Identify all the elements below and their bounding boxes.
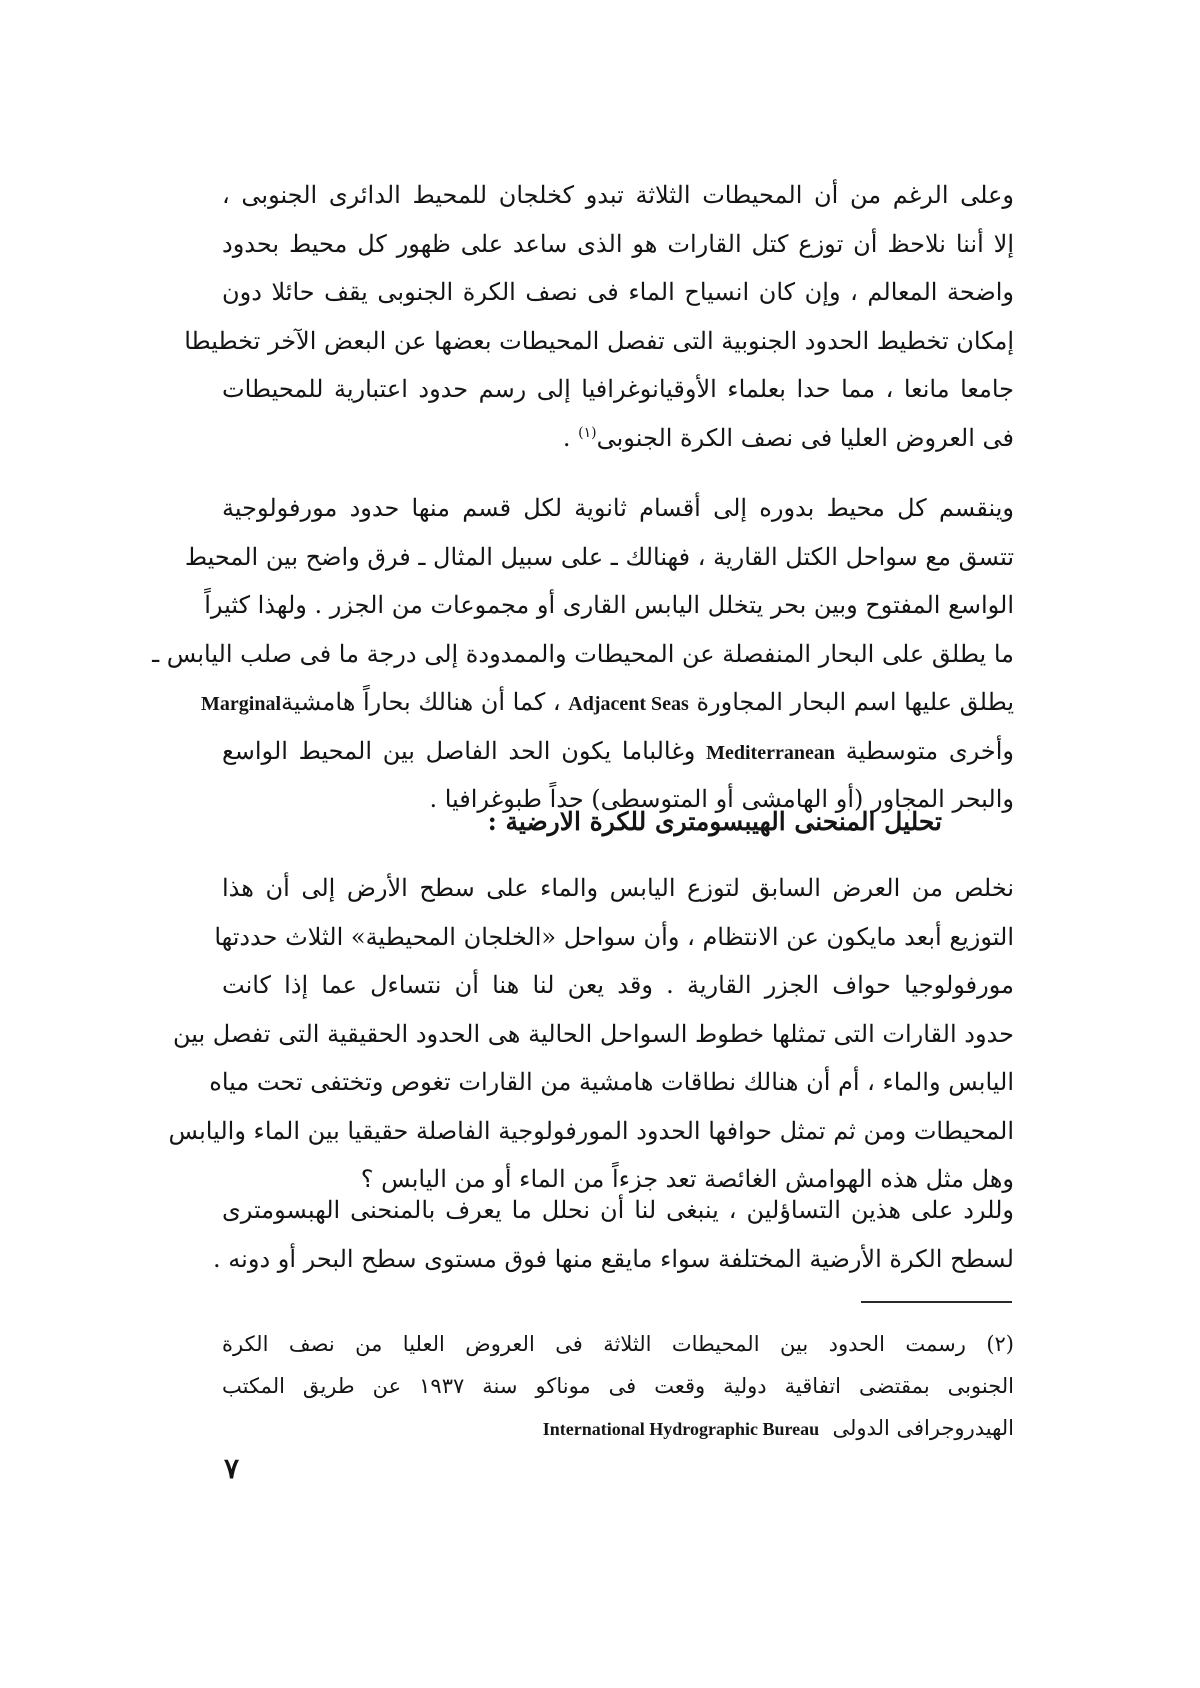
text-line: والبحر المجاور (أو الهامشى أو المتوسطى) حداً طبوغرافيا . (429, 785, 1014, 813)
text-line: التوزيع أبعد مايكون عن الانتظام ، وأن سواحل «الخلجان المحيطية» الثلاث حددتها (214, 922, 1014, 951)
text-line: الواسع المفتوح وبين بحر يتخلل اليابس القارى أو مجموعات من الجزر . ولهذا كثيراً (204, 591, 1014, 619)
text-segment: الهيدروجرافى الدولى (832, 1416, 1014, 1440)
text-line: وللرد على هذين التساؤلين ، ينبغى لنا أن نحلل ما يعرف بالمنحنى الهبسومترى (222, 1196, 1014, 1224)
footnote-reference: (١) (578, 424, 597, 441)
text-line: وينقسم كل محيط بدوره إلى أقسام ثانوية لكل قسم منها حدود مورفولوجية (222, 494, 1014, 522)
text-line: واضحة المعالم ، وإن كان انسياح الماء فى نصف الكرة الجنوبى يقف حائلا دون (222, 278, 1014, 306)
text-segment: يطلق عليها اسم البحار المجاورة (696, 688, 1014, 716)
latin-term: International Hydrographic Bureau (542, 1419, 820, 1439)
text-line-body: فى العروض العليا فى نصف الكرة الجنوبى (596, 423, 1014, 452)
footnote-line: الجنوبى بمقتضى اتفاقية دولية وقعت فى موناكو سنة ١٩٣٧ عن طريق المكتب (222, 1374, 1014, 1398)
text-line-mixed (222, 727, 1014, 776)
latin-term: Marginal (201, 693, 282, 715)
text-line: إمكان تخطيط الحدود الجنوبية التى تفصل المحيطات بعضها عن البعض الآخر تخطيطا (184, 326, 1014, 355)
text-line-with-footnote (222, 414, 1014, 463)
end-punctuation: . (562, 423, 579, 452)
text-line: مورفولوجيا حواف الجزر القارية . وقد يعن لنا هنا أن نتساءل عما إذا كانت (222, 971, 1014, 999)
text-line: المحيطات ومن ثم تمثل حوافها الحدود المورفولوجية الفاصلة حقيقيا بين الماء واليابس (168, 1116, 1014, 1145)
paragraph-2 (152, 484, 1014, 824)
text-line: نخلص من العرض السابق لتوزع اليابس والماء على سطح الأرض إلى أن هذا (222, 874, 1014, 902)
text-line: اليابس والماء ، أم أن هنالك نطاقات هامشية من القارات تغوص وتختفى تحت مياه (209, 1068, 1014, 1096)
text-line: ما يطلق على البحار المنفصلة عن المحيطات والممدودة إلى درجة ما فى صلب اليابس ـ (152, 639, 1014, 668)
paragraph-1 (184, 171, 1014, 462)
text-segment: وغالباما يكون الحد الفاصل بين المحيط الواسع (222, 736, 696, 765)
text-line: تتسق مع سواحل الكتل القارية ، فهنالك ـ على سبيل المثال ـ فرق واضح بين المحيط (184, 542, 1014, 571)
text-line: لسطح الكرة الأرضية المختلفة سواء مايقع منها فوق مستوى سطح البحر أو دونه . (213, 1244, 1014, 1273)
text-segment: ، كما أن هنالك بحاراً هامشية (281, 688, 561, 716)
text-line: وهل مثل هذه الهوامش الغائصة تعد جزءاً من الماء أو من اليابس ؟ (360, 1165, 1014, 1193)
footnote-divider (861, 1301, 1012, 1303)
text-line: حدود القارات التى تمثلها خطوط السواحل الحالية هى الحدود الحقيقية التى تفصل بين (172, 1019, 1014, 1048)
latin-term: Mediterranean (706, 741, 835, 764)
paragraph-3 (168, 864, 1014, 1204)
text-line: جامعا مانعا ، مما حدا بعلماء الأوقيانوغرافيا إلى رسم حدود اعتبارية للمحيطات (222, 375, 1014, 403)
latin-term: Adjacent Seas (568, 693, 689, 715)
paragraph-4 (213, 1186, 1014, 1283)
text-segment: وأخرى متوسطية (845, 736, 1014, 765)
footnote (222, 1323, 1014, 1449)
text-line: إلا أننا نلاحظ أن توزع كتل القارات هو الذى ساعد على ظهور كل محيط بحدود (222, 229, 1014, 258)
text-line: وعلى الرغم من أن المحيطات الثلاثة تبدو كخلجان للمحيط الدائرى الجنوبى ، (222, 181, 1014, 209)
footnote-line: (٢) رسمت الحدود بين المحيطات الثلاثة فى العروض العليا من نصف الكرة (222, 1332, 1014, 1356)
section-heading: تحليل المنحنى الهيبسومترى للكرة الارضية : (487, 807, 942, 836)
page-number: ٧ (224, 1452, 240, 1485)
footnote-line-mixed (222, 1407, 1014, 1449)
text-line-mixed (201, 678, 1014, 727)
